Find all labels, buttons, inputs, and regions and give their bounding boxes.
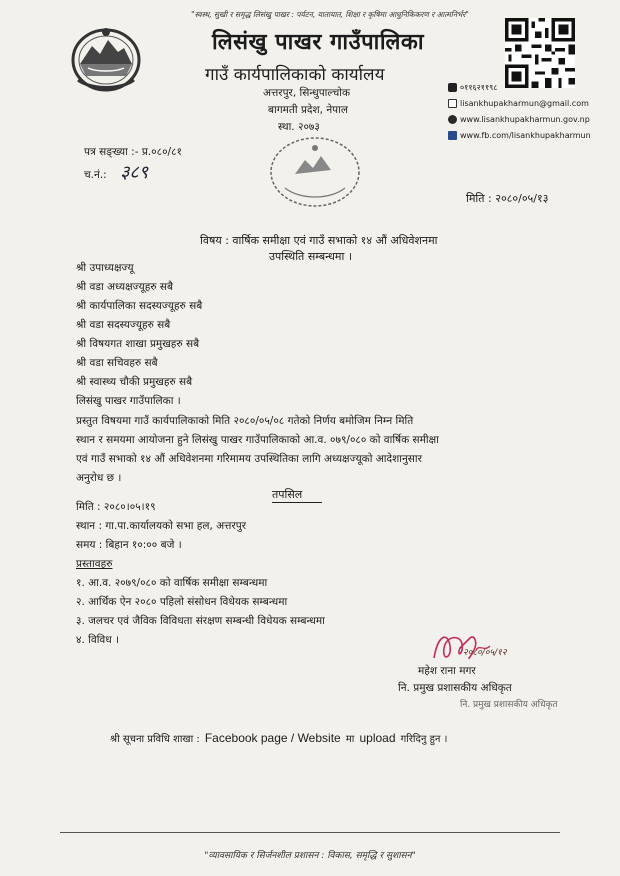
letter-date: मिति : २०८०/०५/१३ — [466, 192, 549, 205]
footer-divider — [60, 832, 560, 833]
recipient: श्री उपाध्यक्षज्यू — [76, 262, 134, 274]
recipient: श्री कार्यपालिका सदस्यज्यूहरु सबै — [76, 300, 203, 312]
recipient: लिसंखु पाखर गाउँपालिका । — [76, 395, 181, 407]
email-icon — [448, 99, 457, 108]
subject-line-2: उपस्थिति सम्बन्धमा । — [269, 250, 353, 263]
proposals-heading: प्रस्तावहरु — [76, 558, 113, 570]
municipality-name: लिसंखु पाखर गाउँपालिका — [212, 30, 425, 55]
office-stamp-icon — [265, 130, 365, 210]
signature-stamp-text: नि. प्रमुख प्रशासकीय अधिकृत — [460, 700, 558, 710]
details-heading: तपसिल — [272, 488, 303, 501]
it-section-notice — [110, 727, 447, 746]
notice-highlight: Facebook page / Website — [204, 731, 341, 745]
body-line: प्रस्तुत विषयमा गाउँ कार्यपालिकाको मिति २०८०/०५/०८ गतेको निर्णय बमोजिम निम्न मिति — [76, 415, 414, 427]
recipient: श्री विषयगत शाखा प्रमुखहरु सबै — [76, 338, 200, 350]
dispatch-value: ३८९ — [120, 162, 149, 183]
body-line: एवं गाउँ सभाको १४ औं अधिवेशनमा गरिमामय उपस्थितिका लागि अध्यक्षज्यूको आदेशानुसार — [76, 453, 422, 465]
address-line-1: अत्तरपुर, सिन्धुपाल्चोक — [263, 87, 351, 99]
contact-email[interactable]: lisankhupakharmun@gmail.com — [448, 96, 584, 111]
signatory-title: नि. प्रमुख प्रशासकीय अधिकृत — [398, 682, 512, 694]
recipient: श्री वडा अध्यक्षज्यूहरु सबै — [76, 281, 173, 293]
phone-icon — [448, 83, 457, 92]
notice-suffix: गरिदिनु हुन । — [400, 734, 448, 745]
globe-icon — [448, 115, 457, 124]
body-line: स्थान र समयमा आयोजना हुने लिसंखु पाखर गाउँपालिकाको आ.व. ०७९/०८० को वार्षिक समीक्षा — [76, 434, 439, 446]
meeting-details — [76, 498, 325, 650]
recipient: श्री वडा सचिवहरु सबै — [76, 357, 158, 369]
signature-date: २०८०/०५/१२ — [463, 648, 507, 658]
notice-prefix: श्री सूचना प्रविधि शाखा : — [110, 734, 200, 745]
proposal-item: ४. विविध । — [76, 634, 120, 646]
dispatch-number — [84, 160, 148, 184]
subject-line-1: विषय : वार्षिक समीक्षा एवं गाउँ सभाको १४ औं अधिवेशनमा — [200, 234, 438, 247]
recipient: श्री वडा सदस्यज्यूहरु सबै — [76, 319, 171, 331]
meeting-venue: स्थान : गा.पा.कार्यालयको सभा हल, अत्तरपुर — [76, 520, 246, 532]
meeting-date: मिति : २०८०।०५।१९ — [76, 501, 156, 513]
body-line: अनुरोध छ । — [76, 472, 122, 484]
nepal-emblem-icon — [66, 22, 146, 94]
contact-facebook[interactable]: www.fb.com/lisankhupakharmun — [448, 128, 584, 143]
meeting-time: समय : बिहान १०:०० बजे । — [76, 539, 182, 551]
contact-phone: ०११६२११९८ — [448, 80, 584, 95]
facebook-icon — [448, 131, 457, 140]
letter-number: पत्र सङ्ख्या :- प्र.०८०/८१ — [84, 146, 182, 158]
contact-info — [448, 80, 591, 144]
proposal-item: १. आ.व. २०७९/०८० को वार्षिक समीक्षा सम्बन्धमा — [76, 577, 268, 589]
office-name: गाउँ कार्यपालिकाको कार्यालय — [205, 65, 385, 85]
address-line-2: बागमती प्रदेश, नेपाल — [268, 104, 348, 116]
body-paragraph — [76, 412, 536, 488]
dispatch-label: च.नं.: — [84, 169, 107, 181]
contact-website[interactable]: www.lisankhupakharmun.gov.np — [448, 112, 584, 127]
recipient-list — [76, 259, 202, 411]
footer-motto: "व्यावसायिक र सिर्जनशील प्रशासन : विकास, समृद्धि र सुशासन" — [204, 851, 416, 861]
header-motto: "स्वस्थ, सुखी र समृद्ध लिसंखु पाखर : पर्यटन, यातायात, शिक्षा र कृषिमा आधुनिकिकरण र आत्मनिर्भर" — [191, 10, 469, 19]
qr-code-icon — [505, 18, 575, 88]
notice-upload: upload — [359, 731, 396, 745]
signatory-name: महेश राना मगर — [418, 665, 476, 677]
notice-mid: मा — [345, 734, 355, 745]
address-line-3: स्था. २०७३ — [278, 121, 320, 133]
proposal-item: २. आर्थिक ऐन २०८० पहिलो संसोधन विधेयक सम्बन्धमा — [76, 596, 288, 608]
recipient: श्री स्वास्थ्य चौकी प्रमुखहरु सबै — [76, 376, 193, 388]
proposal-item: ३. जलचर एवं जैविक विविधता संरक्षण सम्बन्धी विधेयक सम्बन्धमा — [76, 615, 325, 627]
